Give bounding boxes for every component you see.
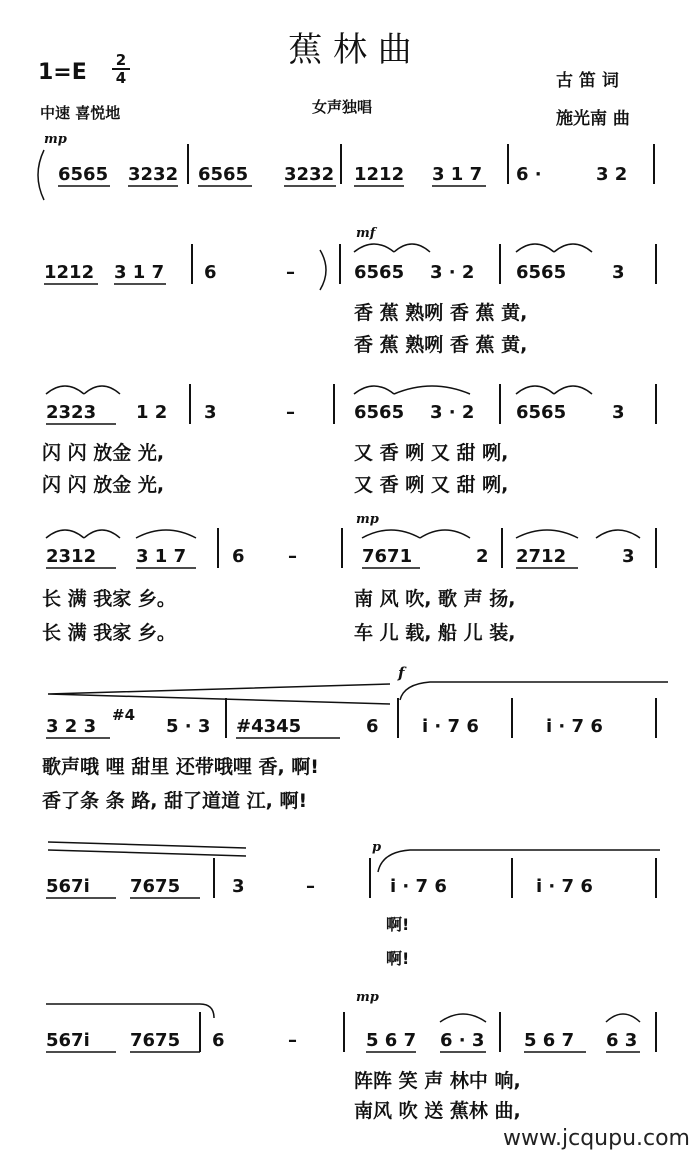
note-group: 3232 [128,164,179,185]
note-group: i · 7 6 [390,876,447,897]
slur [394,244,430,252]
slur [420,530,470,538]
slur [362,530,420,538]
lyric-line: 闪 闪 放金 光, [42,442,165,464]
repeat-bracket [320,250,326,290]
dynamic-mark: mp [356,990,379,1005]
note-group: 7675 [130,876,181,897]
system-bracket [38,150,44,200]
lyric-line: 南风 吹 送 蕉林 曲, [354,1100,521,1122]
lyric-line: 啊! [386,915,410,934]
note-group: – [286,262,295,283]
slur [354,244,394,252]
lyric-line: 香 蕉 熟咧 香 蕉 黄, [354,302,528,324]
note-group: i · 7 6 [546,716,603,737]
slur [516,386,554,394]
slur [554,244,592,252]
slur [84,530,120,538]
note-group: #4345 [236,716,302,737]
note-group: 6565 [516,262,567,283]
lyric-line: 又 香 咧 又 甜 咧, [354,474,509,496]
note-group: i · 7 6 [536,876,593,897]
note-group: 6 [232,546,245,567]
dynamic-mark: p [372,840,382,855]
meter-bottom: 4 [115,69,127,87]
song-title: 蕉 林 曲 [288,30,412,70]
hairpin-lines [48,842,246,856]
note-group: 3232 [284,164,335,185]
note-group: 7675 [130,1030,181,1051]
note-group: 6 [204,262,217,283]
note-group: 2 [476,546,489,567]
note-group: 6565 [354,402,405,423]
sharp-note: #4 [112,706,136,724]
note-group: 6 3 [606,1030,638,1051]
lyric-line: 歌声哦 哩 甜里 还带哦哩 香, 啊! [42,756,319,778]
note-group: 3 2 3 [46,716,97,737]
slur [394,386,470,394]
lyric-line: 又 香 咧 又 甜 咧, [354,442,509,464]
note-group: i · 7 6 [422,716,479,737]
note-group: 3 2 [596,164,628,185]
phrase-slur [378,850,660,872]
time-signature [112,52,130,86]
note-group: 3 [612,402,625,423]
slur [46,530,84,538]
note-group: 3 1 7 [136,546,187,567]
lyric-line: 南 风 吹, 歌 声 扬, [354,588,516,610]
watermark: www.jcqupu.com [503,1126,690,1151]
note-group: 3 [612,262,625,283]
crescendo-hairpin [48,684,390,704]
note-group: – [288,546,297,567]
dynamic-mark: mf [356,226,376,241]
composer: 施光南 曲 [556,109,630,129]
note-group: 3 [204,402,217,423]
phrase-slur [400,682,668,700]
note-group: 2323 [46,402,97,423]
note-group: 5 6 7 [524,1030,575,1051]
note-group: 6565 [58,164,109,185]
tempo-marking: 中速 喜悦地 [40,104,121,122]
lyric-line: 啊! [386,949,410,968]
lyric-line: 长 满 我家 乡。 [42,622,176,644]
note-group: 2712 [516,546,567,567]
slur [516,244,554,252]
note-group: 6565 [516,402,567,423]
note-group: 3 [232,876,245,897]
lyric-line: 闪 闪 放金 光, [42,474,165,496]
note-group: 567i [46,1030,90,1051]
dynamic-mark: mp [44,132,67,147]
lyricist: 古 笛 词 [556,71,619,91]
note-group: 6 [212,1030,225,1051]
slur [440,1014,486,1022]
note-group: 3 · 2 [430,262,475,283]
slur [554,386,592,394]
performance-type: 女声独唱 [312,98,373,116]
key-signature: 1=E [38,60,87,85]
note-group: 6565 [354,262,405,283]
note-group: 6 [366,716,379,737]
note-group: 3 · 2 [430,402,475,423]
note-group: – [288,1030,297,1051]
note-group: 6 · 3 [440,1030,485,1051]
note-group: 567i [46,876,90,897]
slur [46,386,84,394]
slur [136,530,196,538]
note-group: 5 · 3 [166,716,211,737]
slur [84,386,120,394]
dynamic-mark: mp [356,512,379,527]
note-group: – [286,402,295,423]
lyric-line: 阵阵 笑 声 林中 响, [354,1070,521,1092]
slur [596,530,640,538]
lyric-line: 长 满 我家 乡。 [42,588,176,610]
note-group: 2312 [46,546,97,567]
note-group: – [306,876,315,897]
note-group: 1212 [354,164,405,185]
meter-top: 2 [112,52,130,70]
phrase-slur [46,1004,214,1018]
note-group: 1212 [44,262,95,283]
note-group: 5 6 7 [366,1030,417,1051]
note-group: 3 1 7 [114,262,165,283]
slur [354,386,394,394]
note-group: 3 [622,546,635,567]
dynamic-mark: f [398,664,405,682]
slur [516,530,578,538]
slur [606,1014,640,1022]
note-group: 6 · [516,164,542,185]
note-group: 6565 [198,164,249,185]
note-group: 1 2 [136,402,168,423]
lyric-line: 香了条 条 路, 甜了道道 江, 啊! [42,790,308,812]
note-group: 7671 [362,546,413,567]
lyric-line: 香 蕉 熟咧 香 蕉 黄, [354,334,528,356]
lyric-line: 车 儿 载, 船 儿 装, [354,622,516,644]
note-group: 3 1 7 [432,164,483,185]
